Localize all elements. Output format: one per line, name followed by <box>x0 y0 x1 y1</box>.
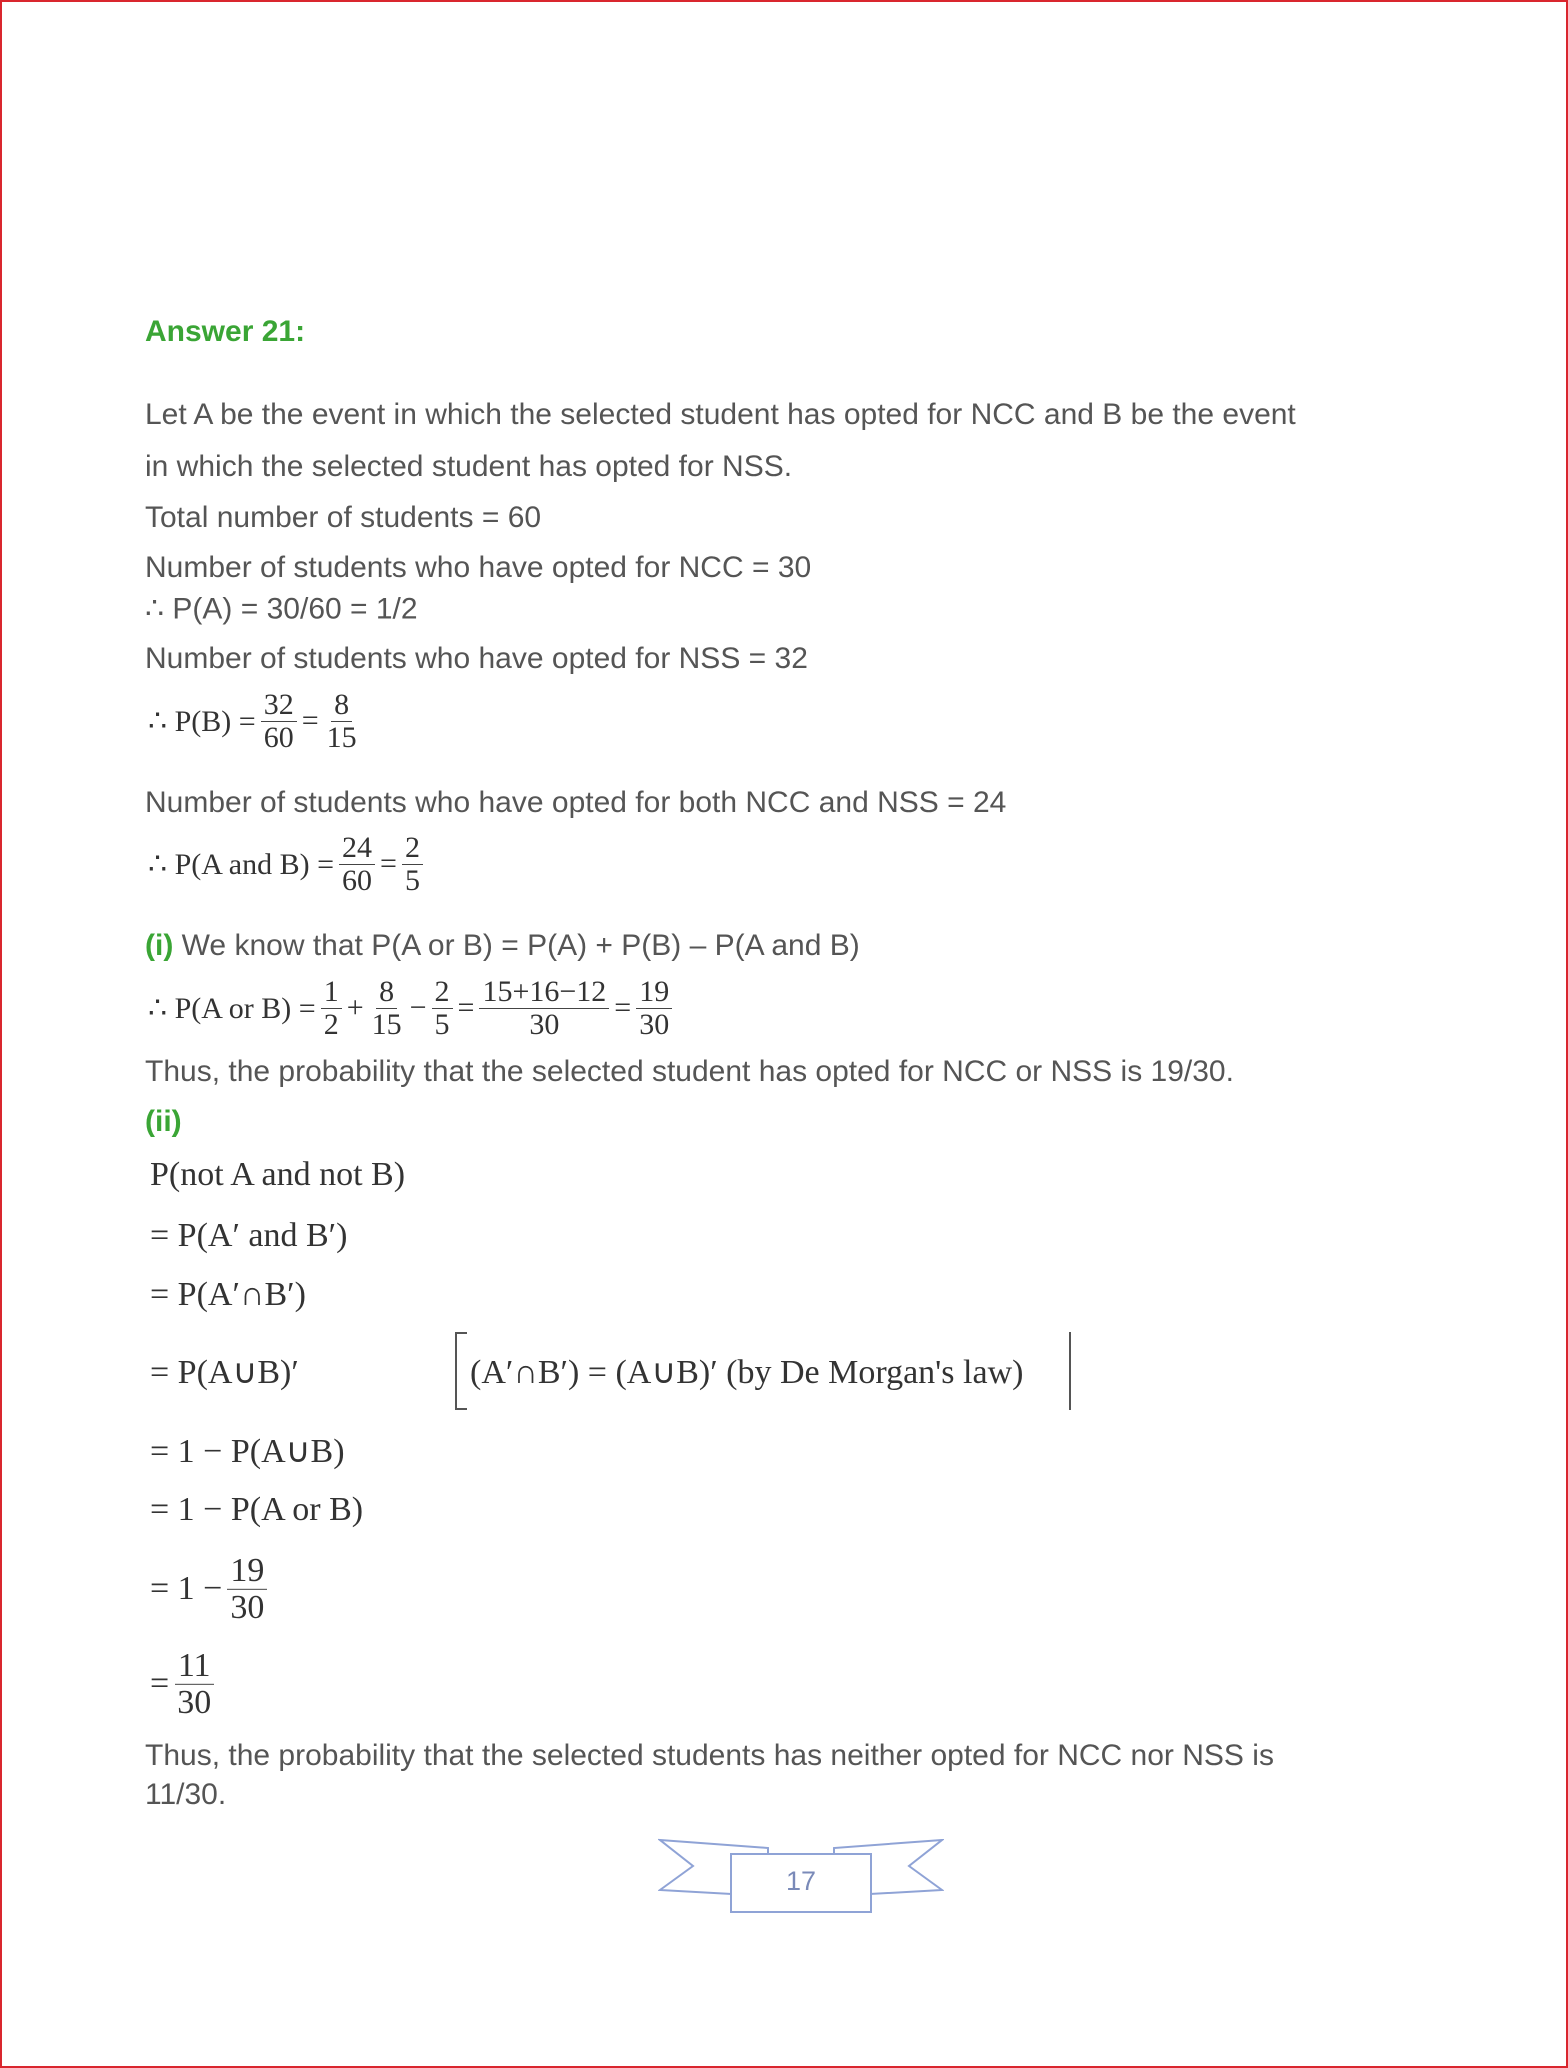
step-6: = 1 − P(A or B) <box>150 1491 364 1528</box>
numerator: 8 <box>331 689 352 722</box>
conclusion-ii-line-1: Thus, the probability that the selected students has neither opted for NCC nor NSS is <box>145 1739 1274 1772</box>
page-number-ribbon <box>658 1836 944 1916</box>
numerator: 11 <box>175 1648 214 1685</box>
equals: = <box>457 991 475 1024</box>
minus: − <box>409 991 427 1024</box>
numerator: 2 <box>402 832 423 865</box>
equals: = <box>301 704 319 737</box>
prob-a-or-b-equation <box>148 976 675 1040</box>
page-number: 17 <box>785 1866 817 1896</box>
numerator: 19 <box>227 1553 267 1590</box>
numerator: 1 <box>321 976 342 1009</box>
denominator: 30 <box>230 1588 265 1626</box>
part-i-text: We know that P(A or B) = P(A) + P(B) – P(A and B) <box>173 929 860 962</box>
numerator: 24 <box>339 832 375 865</box>
denominator: 60 <box>342 863 373 897</box>
denominator: 15 <box>371 1007 402 1041</box>
step-7 <box>150 1553 270 1625</box>
equals: = <box>380 847 397 880</box>
denominator: 30 <box>529 1007 560 1041</box>
both-count: Number of students who have opted for both NCC and NSS = 24 <box>145 786 1007 819</box>
nss-count: Number of students who have opted for NSS = 32 <box>145 642 808 675</box>
part-i-label: (i) <box>145 929 174 962</box>
numerator: 32 <box>261 689 297 722</box>
total-students: Total number of students = 60 <box>145 501 542 534</box>
step-4: = P(A∪B)′ <box>150 1354 299 1391</box>
lhs: ∴ P(B) = <box>148 704 256 738</box>
denominator: 15 <box>326 720 357 754</box>
step-1: P(not A and not B) <box>150 1156 406 1193</box>
step-5: = 1 − P(A∪B) <box>150 1433 345 1470</box>
intro-line-2: in which the selected student has opted for NSS. <box>145 450 793 483</box>
prob-b-equation <box>148 689 363 753</box>
plus: + <box>346 991 364 1024</box>
step-3: = P(A′∩B′) <box>150 1276 306 1313</box>
numerator: 19 <box>636 976 672 1009</box>
ncc-count: Number of students who have opted for NCC = 30 <box>145 551 812 584</box>
denominator: 30 <box>177 1683 212 1721</box>
de-morgan-note: (A′∩B′) = (A∪B)′ (by De Morgan's law) <box>470 1354 1024 1391</box>
denominator: 5 <box>434 1007 450 1041</box>
answer-heading: Answer 21: <box>145 315 306 348</box>
prefix: = <box>150 1665 170 1702</box>
part-ii-label: (ii) <box>145 1105 182 1138</box>
numerator: 8 <box>376 976 397 1009</box>
prob-a: ∴ P(A) = 30/60 = 1/2 <box>145 592 418 626</box>
denominator: 30 <box>639 1007 670 1041</box>
denominator: 5 <box>404 863 420 897</box>
numerator: 15+16−12 <box>479 976 609 1009</box>
denominator: 2 <box>323 1007 339 1041</box>
step-8 <box>150 1648 217 1720</box>
numerator: 2 <box>432 976 453 1009</box>
step-2: = P(A′ and B′) <box>150 1217 348 1254</box>
equals: = <box>614 991 632 1024</box>
conclusion-i: Thus, the probability that the selected student has opted for NCC or NSS is 19/30. <box>145 1055 1234 1088</box>
denominator: 60 <box>263 720 294 754</box>
prob-a-and-b-equation <box>148 832 426 896</box>
intro-line-1: Let A be the event in which the selected student has opted for NCC and B be the event <box>145 398 1296 431</box>
lhs: ∴ P(A or B) = <box>148 991 316 1025</box>
conclusion-ii-line-2: 11/30. <box>145 1778 227 1811</box>
prefix: = 1 − <box>150 1570 223 1607</box>
lhs: ∴ P(A and B) = <box>148 847 335 881</box>
part-i-line <box>145 929 860 963</box>
